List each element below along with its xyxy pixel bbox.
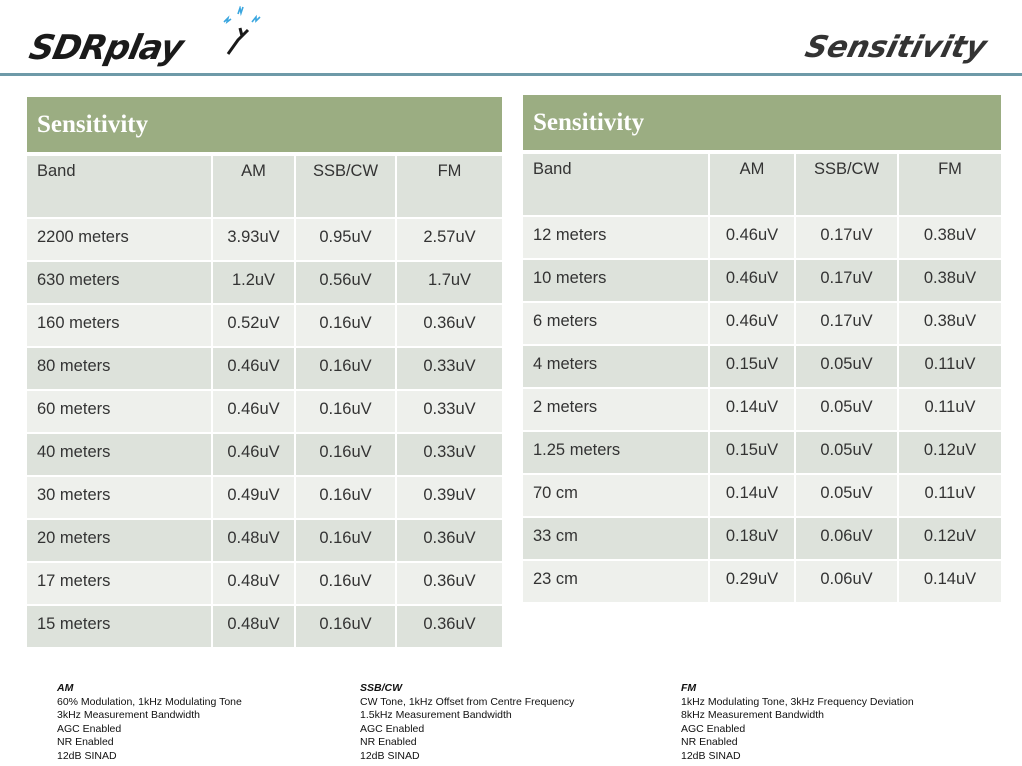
table-row [27, 520, 502, 563]
table-row [523, 561, 1001, 604]
table-row [523, 217, 1001, 260]
column-header-fm: FM [899, 154, 1001, 217]
fm-cell: 0.36uV [397, 606, 502, 649]
note-line: 12dB SINAD [681, 749, 741, 762]
am-cell: 0.48uV [213, 520, 296, 563]
ssb-cell: 0.16uV [296, 305, 397, 348]
am-cell: 0.46uV [710, 303, 796, 346]
ssb-cell: 0.16uV [296, 434, 397, 477]
table-row [27, 434, 502, 477]
band-cell: 6 meters [523, 303, 710, 346]
table-header-row [523, 154, 1001, 217]
fm-cell: 2.57uV [397, 219, 502, 262]
table-title: Sensitivity [27, 97, 502, 152]
fm-cell: 0.14uV [899, 561, 1001, 604]
column-header-am: AM [710, 154, 796, 217]
ssb-cell: 0.16uV [296, 520, 397, 563]
band-cell: 1.25 meters [523, 432, 710, 475]
band-cell: 160 meters [27, 305, 213, 348]
ssb-cell: 0.05uV [796, 432, 899, 475]
notes-title: SSB/CW [360, 682, 402, 694]
band-cell: 60 meters [27, 391, 213, 434]
ssb-cell: 0.16uV [296, 391, 397, 434]
band-cell: 12 meters [523, 217, 710, 260]
ssb-cell: 0.06uV [796, 518, 899, 561]
notes-fm [681, 682, 914, 764]
am-cell: 1.2uV [213, 262, 296, 305]
note-line: CW Tone, 1kHz Offset from Centre Frequency [360, 695, 575, 708]
fm-cell: 0.36uV [397, 305, 502, 348]
table-row [523, 346, 1001, 389]
band-cell: 630 meters [27, 262, 213, 305]
table-row [523, 475, 1001, 518]
note-line: 60% Modulation, 1kHz Modulating Tone [57, 695, 242, 708]
column-header-am: AM [213, 156, 296, 219]
ssb-cell: 0.16uV [296, 606, 397, 649]
table-row [523, 432, 1001, 475]
table-row [27, 348, 502, 391]
fm-cell: 0.12uV [899, 518, 1001, 561]
sdrplay-logo: SDRplay [25, 28, 187, 68]
column-header-ssb: SSB/CW [796, 154, 899, 217]
ssb-cell: 0.17uV [796, 260, 899, 303]
fm-cell: 0.38uV [899, 303, 1001, 346]
fm-cell: 0.11uV [899, 346, 1001, 389]
ssb-cell: 0.17uV [796, 303, 899, 346]
table-row [27, 563, 502, 606]
table-row [27, 219, 502, 262]
am-cell: 0.46uV [213, 391, 296, 434]
ssb-cell: 0.06uV [796, 561, 899, 604]
note-line: 1.5kHz Measurement Bandwidth [360, 709, 512, 722]
notes-title: FM [681, 682, 697, 694]
sensitivity-table-left [27, 97, 502, 649]
table-row [27, 606, 502, 649]
sensitivity-table-right [523, 95, 1001, 604]
band-cell: 30 meters [27, 477, 213, 520]
column-header-ssb: SSB/CW [296, 156, 397, 219]
am-cell: 0.46uV [213, 348, 296, 391]
note-line: 12dB SINAD [360, 749, 420, 762]
note-line: NR Enabled [681, 736, 738, 749]
band-cell: 4 meters [523, 346, 710, 389]
am-cell: 0.46uV [710, 260, 796, 303]
note-line: 1kHz Modulating Tone, 3kHz Frequency Deviation [681, 695, 914, 708]
notes-am [57, 682, 242, 764]
ssb-cell: 0.05uV [796, 346, 899, 389]
fm-cell: 0.39uV [397, 477, 502, 520]
note-line: AGC Enabled [360, 722, 425, 735]
am-cell: 0.46uV [710, 217, 796, 260]
am-cell: 0.14uV [710, 475, 796, 518]
table-row [27, 305, 502, 348]
note-line: NR Enabled [57, 736, 114, 749]
ssb-cell: 0.16uV [296, 348, 397, 391]
table-header-row [27, 156, 502, 219]
fm-cell: 0.38uV [899, 217, 1001, 260]
column-header-band: Band [27, 156, 213, 219]
note-line: 8kHz Measurement Bandwidth [681, 709, 824, 722]
ssb-cell: 0.17uV [796, 217, 899, 260]
table-title: Sensitivity [523, 95, 1001, 150]
am-cell: 3.93uV [213, 219, 296, 262]
am-cell: 0.46uV [213, 434, 296, 477]
band-cell: 20 meters [27, 520, 213, 563]
am-cell: 0.49uV [213, 477, 296, 520]
am-cell: 0.29uV [710, 561, 796, 604]
table-row [27, 391, 502, 434]
am-cell: 0.48uV [213, 606, 296, 649]
ssb-cell: 0.05uV [796, 475, 899, 518]
band-cell: 23 cm [523, 561, 710, 604]
am-cell: 0.14uV [710, 389, 796, 432]
band-cell: 70 cm [523, 475, 710, 518]
fm-cell: 0.36uV [397, 563, 502, 606]
fm-cell: 1.7uV [397, 262, 502, 305]
sensitivity-table [27, 156, 502, 649]
column-header-fm: FM [397, 156, 502, 219]
am-cell: 0.15uV [710, 432, 796, 475]
note-line: AGC Enabled [681, 722, 746, 735]
band-cell: 15 meters [27, 606, 213, 649]
am-cell: 0.52uV [213, 305, 296, 348]
table-row [27, 262, 502, 305]
band-cell: 40 meters [27, 434, 213, 477]
band-cell: 17 meters [27, 563, 213, 606]
fm-cell: 0.33uV [397, 391, 502, 434]
table-row [27, 477, 502, 520]
notes-title: AM [57, 682, 74, 694]
am-cell: 0.48uV [213, 563, 296, 606]
sensitivity-table [523, 154, 1001, 604]
note-line: 3kHz Measurement Bandwidth [57, 709, 200, 722]
page-header [0, 0, 1022, 78]
fm-cell: 0.36uV [397, 520, 502, 563]
note-line: AGC Enabled [57, 722, 122, 735]
band-cell: 2 meters [523, 389, 710, 432]
antenna-icon [218, 6, 278, 56]
band-cell: 33 cm [523, 518, 710, 561]
am-cell: 0.18uV [710, 518, 796, 561]
column-header-band: Band [523, 154, 710, 217]
fm-cell: 0.11uV [899, 475, 1001, 518]
notes-ssb [360, 682, 574, 764]
ssb-cell: 0.16uV [296, 477, 397, 520]
band-cell: 10 meters [523, 260, 710, 303]
band-cell: 80 meters [27, 348, 213, 391]
ssb-cell: 0.56uV [296, 262, 397, 305]
note-line: 12dB SINAD [57, 749, 117, 762]
fm-cell: 0.11uV [899, 389, 1001, 432]
fm-cell: 0.33uV [397, 348, 502, 391]
am-cell: 0.15uV [710, 346, 796, 389]
table-row [523, 389, 1001, 432]
page-heading: Sensitivity [801, 30, 991, 65]
fm-cell: 0.38uV [899, 260, 1001, 303]
ssb-cell: 0.95uV [296, 219, 397, 262]
fm-cell: 0.33uV [397, 434, 502, 477]
table-row [523, 518, 1001, 561]
ssb-cell: 0.16uV [296, 563, 397, 606]
header-divider [0, 73, 1022, 76]
table-row [523, 260, 1001, 303]
ssb-cell: 0.05uV [796, 389, 899, 432]
fm-cell: 0.12uV [899, 432, 1001, 475]
table-row [523, 303, 1001, 346]
note-line: NR Enabled [360, 736, 417, 749]
band-cell: 2200 meters [27, 219, 213, 262]
